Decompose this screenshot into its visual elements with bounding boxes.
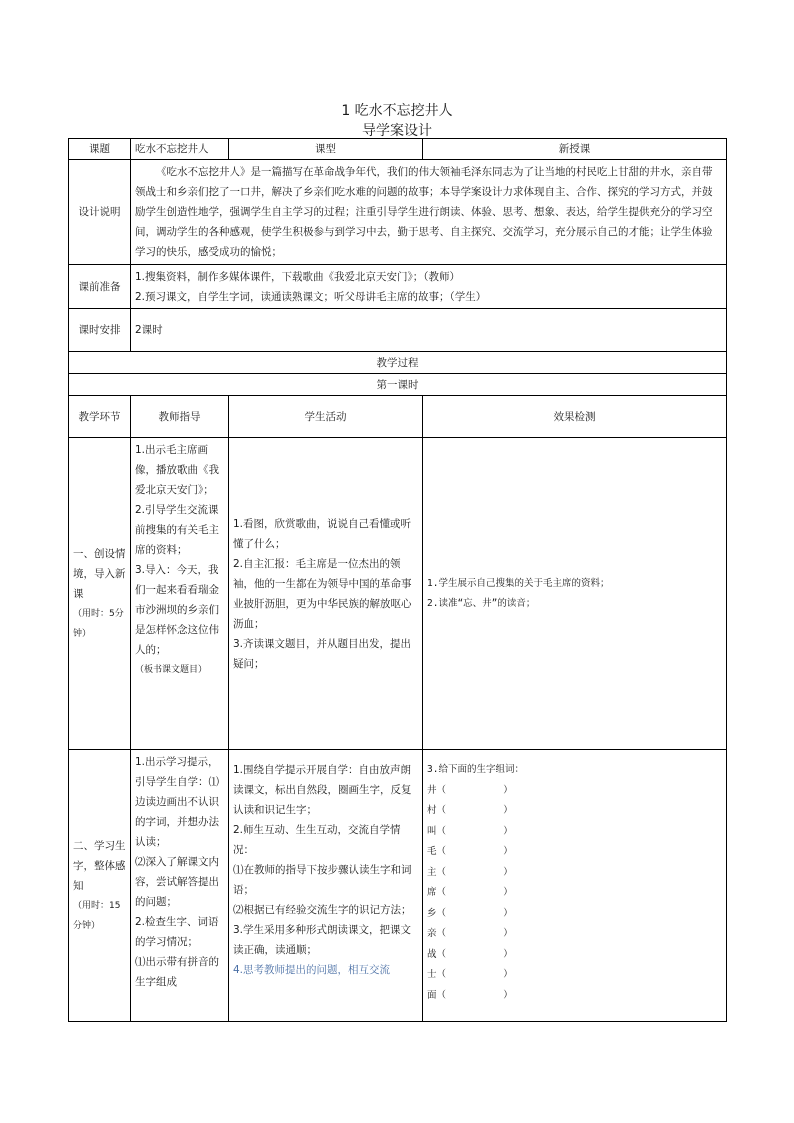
stage1-row bbox=[69, 438, 727, 750]
stage1-check bbox=[423, 438, 727, 750]
header-stage: 教学环节 bbox=[69, 396, 131, 438]
lesson-title: 第一课时 bbox=[69, 374, 727, 396]
teacher-step: ⑵深入了解课文内容，尝试解答提出的问题； bbox=[135, 856, 219, 908]
stage1-name-cell bbox=[69, 438, 131, 750]
word-blank: 叫（ ） bbox=[427, 825, 513, 837]
document-title: 1 吃水不忘挖井人 bbox=[341, 103, 453, 119]
header-teacher: 教师指导 bbox=[131, 396, 229, 438]
prep-item: 2.预习课文，自学生字词，读通读熟课文；听父母讲毛主席的故事；（学生） bbox=[135, 290, 487, 303]
stage1-time: （用时：5分钟） bbox=[73, 608, 124, 639]
word-blank: 面（ ） bbox=[427, 989, 513, 1001]
word-blank: 乡（ ） bbox=[427, 907, 513, 919]
check-title: 3.给下面的生字组词： bbox=[427, 764, 524, 775]
design-text: 《吃水不忘挖井人》是一篇描写在革命战争年代，我们的伟大领袖毛泽东同志为了让当地的村民吃上甘甜的井水，亲自带领战士和乡亲们挖了一口井，解决了乡亲们吃水难的问题的故事；本导学案设计力求体现自主、合作、探究的学习方式，并鼓励学生创造性地学，强调学生自主学习的过程；注重引导学生进行朗读、体验、思考、想象、表达，给学生提供充分的学习空间，调动学生的各种感观，使学生积极参与到学习中去，勤于思考、自主探究、交流学习，充分展示自己的才能；让学生体验学习的快乐，感受成功的愉悦； bbox=[131, 160, 727, 265]
stage2-name-cell bbox=[69, 750, 131, 1022]
type-value: 新授课 bbox=[423, 139, 727, 160]
stage2-student bbox=[229, 750, 423, 1022]
student-step: 1.围绕自学提示开展自学：自由放声朗读课文，标出自然段，圈画生字，反复认读和识记生字； bbox=[233, 764, 412, 816]
hours-value: 2课时 bbox=[131, 309, 727, 352]
word-blank: 士（ ） bbox=[427, 969, 513, 980]
stage2-time: （用时：15分钟） bbox=[73, 900, 121, 931]
lesson-title-row bbox=[69, 374, 727, 396]
stage2-name: 二、学习生字，整体感知 bbox=[73, 839, 126, 892]
teacher-step: ⑴出示带有拼音的生字组成 bbox=[135, 956, 219, 988]
topic-row bbox=[69, 139, 727, 160]
topic-label: 课题 bbox=[69, 139, 131, 160]
teacher-note: （板书课文题目） bbox=[135, 665, 208, 675]
design-label: 设计说明 bbox=[69, 160, 131, 265]
student-step: 3.齐读课文题目，并从题目出发，提出疑问； bbox=[233, 637, 412, 670]
word-blank: 战（ ） bbox=[427, 948, 513, 960]
process-title: 教学过程 bbox=[69, 352, 727, 374]
stage2-teacher bbox=[131, 750, 229, 1022]
hours-row bbox=[69, 309, 727, 352]
stage1-student bbox=[229, 438, 423, 750]
word-blank: 毛（ ） bbox=[427, 846, 513, 857]
prep-text bbox=[131, 265, 727, 309]
word-blank: 井（ ） bbox=[427, 784, 513, 796]
design-row bbox=[69, 160, 727, 265]
topic-value: 吃水不忘挖井人 bbox=[131, 139, 229, 160]
header-student: 学生活动 bbox=[229, 396, 423, 438]
stage1-name: 一、创设情境，导入新课 bbox=[73, 547, 126, 600]
student-step: 2.自主汇报：毛主席是一位杰出的领袖，他的一生都在为领导中国的革命事业披肝沥胆，更为中华民族的解放呕心沥血； bbox=[233, 557, 412, 630]
teacher-step: 1.出示毛主席画像，播放歌曲《我爱北京天安门》； bbox=[135, 444, 219, 496]
student-step: 4.思考教师提出的问题，相互交流 bbox=[233, 964, 391, 976]
stage1-teacher bbox=[131, 438, 229, 750]
prep-row bbox=[69, 265, 727, 309]
teacher-step: 2.检查生字、词语的学习情况； bbox=[135, 916, 219, 948]
word-blank: 村（ ） bbox=[427, 805, 513, 816]
document-subtitle: 导学案设计 bbox=[362, 123, 432, 139]
prep-label: 课前准备 bbox=[69, 265, 131, 309]
word-blank: 席（ ） bbox=[427, 887, 513, 898]
student-step: 1.看图，欣赏歌曲，说说自己看懂或听懂了什么； bbox=[233, 517, 412, 550]
student-step: 3.学生采用多种形式朗读课文，把课文读正确，读通顺； bbox=[233, 924, 412, 956]
word-blank: 亲（ ） bbox=[427, 928, 513, 939]
prep-item: 1.搜集资料，制作多媒体课件，下载歌曲《我爱北京天安门》；（教师） bbox=[135, 270, 461, 283]
lesson-plan-table bbox=[68, 138, 727, 1022]
teacher-step: 3.导入：今天，我们一起来看看瑞金市沙洲坝的乡亲们是怎样怀念这位伟人的； bbox=[135, 564, 219, 656]
student-step: ⑵根据已有经验交流生字的识记方法； bbox=[233, 904, 412, 916]
check-item: 2.读准“忘、井”的读音； bbox=[427, 597, 536, 609]
type-label: 课型 bbox=[229, 139, 423, 160]
header-check: 效果检测 bbox=[423, 396, 727, 438]
teacher-step: 1.出示学习提示，引导学生自学：⑴边读边画出不认识的字词，并想办法认读； bbox=[135, 756, 219, 848]
word-blank: 主（ ） bbox=[427, 866, 513, 878]
stage2-row bbox=[69, 750, 727, 1022]
process-header-row bbox=[69, 396, 727, 438]
stage2-check bbox=[423, 750, 727, 1022]
check-item: 1.学生展示自己搜集的关于毛主席的资料； bbox=[427, 577, 610, 589]
student-step: 2.师生互动、生生互动，交流自学情况： bbox=[233, 824, 401, 856]
teacher-step: 2.引导学生交流课前搜集的有关毛主席的资料； bbox=[135, 504, 219, 556]
hours-label: 课时安排 bbox=[69, 309, 131, 352]
student-step: ⑴在教师的指导下按步骤认读生字和词语； bbox=[233, 864, 412, 896]
process-title-row bbox=[69, 352, 727, 374]
